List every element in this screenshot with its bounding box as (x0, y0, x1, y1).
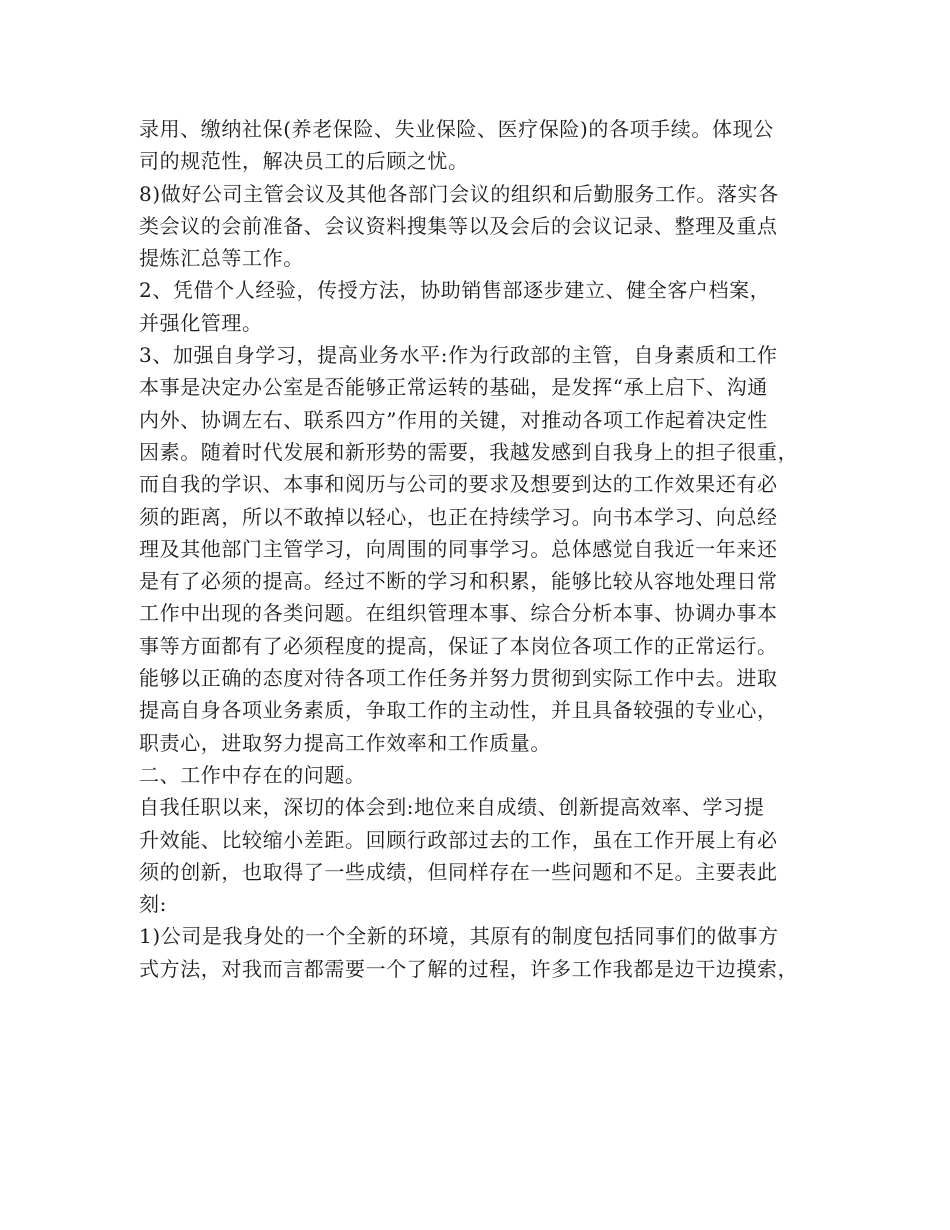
text-line: 须的创新，也取得了一些成绩，但同样存在一些问题和不足。主要表此 (139, 859, 778, 884)
text-line: 8)做好公司主管会议及其他各部门会议的组织和后勤服务工作。落实各 (139, 181, 779, 206)
text-line: 录用、缴纳社保(养老保险、失业保险、医疗保险)的各项手续。体现公 (139, 117, 774, 141)
text-line: 内外、协调左右、联系四方”作用的关键，对推动各项工作起着决定性 (139, 407, 768, 432)
text-line: 本事是决定办公室是否能够正常运转的基础，是发挥“承上启下、沟通 (139, 375, 768, 400)
text-line: 1)公司是我身处的一个全新的环境，其原有的制度包括同事们的做事方 (139, 924, 779, 949)
section-heading: 二、工作中存在的问题。 (139, 762, 366, 787)
text-line: 而自我的学识、本事和阅历与公司的要求及想要到达的工作效果还有必 (139, 472, 778, 497)
text-line: 2、凭借个人经验，传授方法，协助销售部逐步建立、健全客户档案， (139, 278, 771, 303)
text-line: 3、加强自身学习，提高业务水平:作为行政部的主管，自身素质和工作 (139, 343, 778, 368)
text-line: 刻: (139, 892, 167, 917)
document-body (139, 113, 829, 985)
text-line: 因素。随着时代发展和新形势的需要，我越发感到自我身上的担子很重， (139, 439, 799, 464)
text-line: 式方法，对我而言都需要一个了解的过程，许多工作我都是边干边摸索， (139, 956, 799, 981)
text-line: 提炼汇总等工作。 (139, 246, 304, 271)
text-line: 提高自身各项业务素质，争取工作的主动性，并且具备较强的专业心， (139, 698, 778, 723)
text-line: 升效能、比较缩小差距。回顾行政部过去的工作，虽在工作开展上有必 (139, 827, 778, 852)
text-line: 司的规范性，解决员工的后顾之忧。 (139, 149, 469, 174)
text-line: 能够以正确的态度对待各项工作任务并努力贯彻到实际工作中去。进取 (139, 666, 778, 691)
text-line: 自我任职以来，深切的体会到:地位来自成绩、创新提高效率、学习提 (139, 795, 765, 820)
text-line: 类会议的会前准备、会议资料搜集等以及会后的会议记录、整理及重点 (139, 213, 778, 238)
text-line: 理及其他部门主管学习，向周围的同事学习。总体感觉自我近一年来还 (139, 536, 778, 561)
text-line: 并强化管理。 (139, 310, 263, 335)
text-line: 事等方面都有了必须程度的提高，保证了本岗位各项工作的正常运行。 (139, 633, 778, 658)
text-line: 职责心，进取努力提高工作效率和工作质量。 (139, 730, 551, 755)
text-line: 工作中出现的各类问题。在组织管理本事、综合分析本事、协调办事本 (139, 601, 778, 626)
text-line: 是有了必须的提高。经过不断的学习和积累，能够比较从容地处理日常 (139, 569, 778, 594)
text-line: 须的距离，所以不敢掉以轻心，也正在持续学习。向书本学习、向总经 (139, 504, 778, 529)
